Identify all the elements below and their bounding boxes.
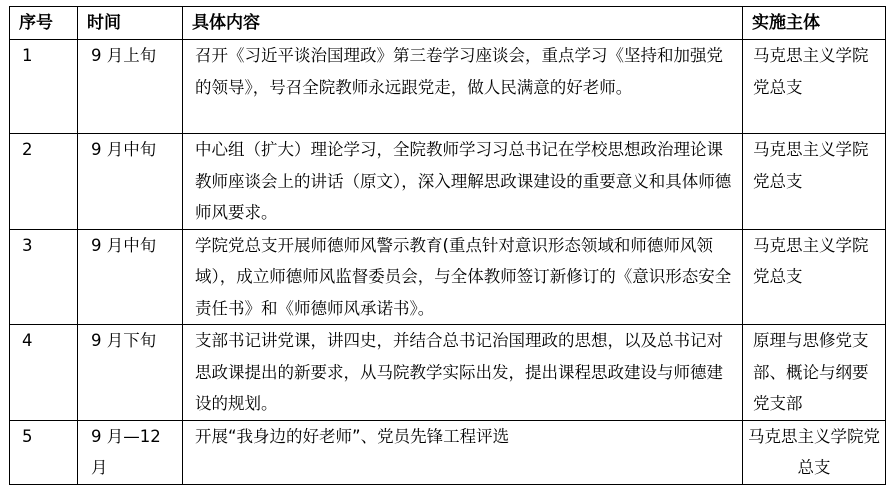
row-org: 马克思主义学院党总支	[743, 420, 886, 484]
row-org: 马克思主义学院党总支	[743, 134, 886, 230]
row-time: 9 月中旬	[78, 229, 183, 325]
row-org: 马克思主义学院党总支	[743, 229, 886, 325]
table-row	[10, 40, 886, 134]
row-num: 3	[10, 229, 78, 325]
table-header-row	[10, 7, 886, 40]
row-content: 支部书记讲党课，讲四史，并结合总书记治国理政的思想，以及总书记对思政课提出的新要求，从马院教学实际出发，提出课程思政建设与师德建设的规划。	[183, 325, 743, 421]
table-row	[10, 420, 886, 484]
row-time: 9 月上旬	[78, 40, 183, 134]
row-time: 9 月—12 月	[78, 420, 183, 484]
row-content: 召开《习近平谈治国理政》第三卷学习座谈会，重点学习《坚持和加强党的领导》，号召全院教师永远跟党走，做人民满意的好老师。	[183, 40, 743, 134]
header-time: 时间	[78, 7, 183, 40]
header-org: 实施主体	[743, 7, 886, 40]
row-num: 1	[10, 40, 78, 134]
table-row	[10, 134, 886, 230]
row-content: 学院党总支开展师德师风警示教育(重点针对意识形态领域和师德师风领域），成立师德师风监督委员会，与全体教师签订新修订的《意识形态安全责任书》和《师德师风承诺书》。	[183, 229, 743, 325]
row-num: 5	[10, 420, 78, 484]
row-content: 中心组（扩大）理论学习，全院教师学习习总书记在学校思想政治理论课教师座谈会上的讲话（原文），深入理解思政课建设的重要意义和具体师德师风要求。	[183, 134, 743, 230]
row-content: 开展“我身边的好老师”、党员先锋工程评选	[183, 420, 743, 484]
row-num: 2	[10, 134, 78, 230]
header-content: 具体内容	[183, 7, 743, 40]
row-num: 4	[10, 325, 78, 421]
header-num: 序号	[10, 7, 78, 40]
row-time: 9 月中旬	[78, 134, 183, 230]
activity-schedule-table	[9, 6, 886, 485]
table-row	[10, 325, 886, 421]
table-row	[10, 229, 886, 325]
row-org: 原理与思修党支部、概论与纲要党支部	[743, 325, 886, 421]
row-time: 9 月下旬	[78, 325, 183, 421]
row-org: 马克思主义学院党总支	[743, 40, 886, 134]
